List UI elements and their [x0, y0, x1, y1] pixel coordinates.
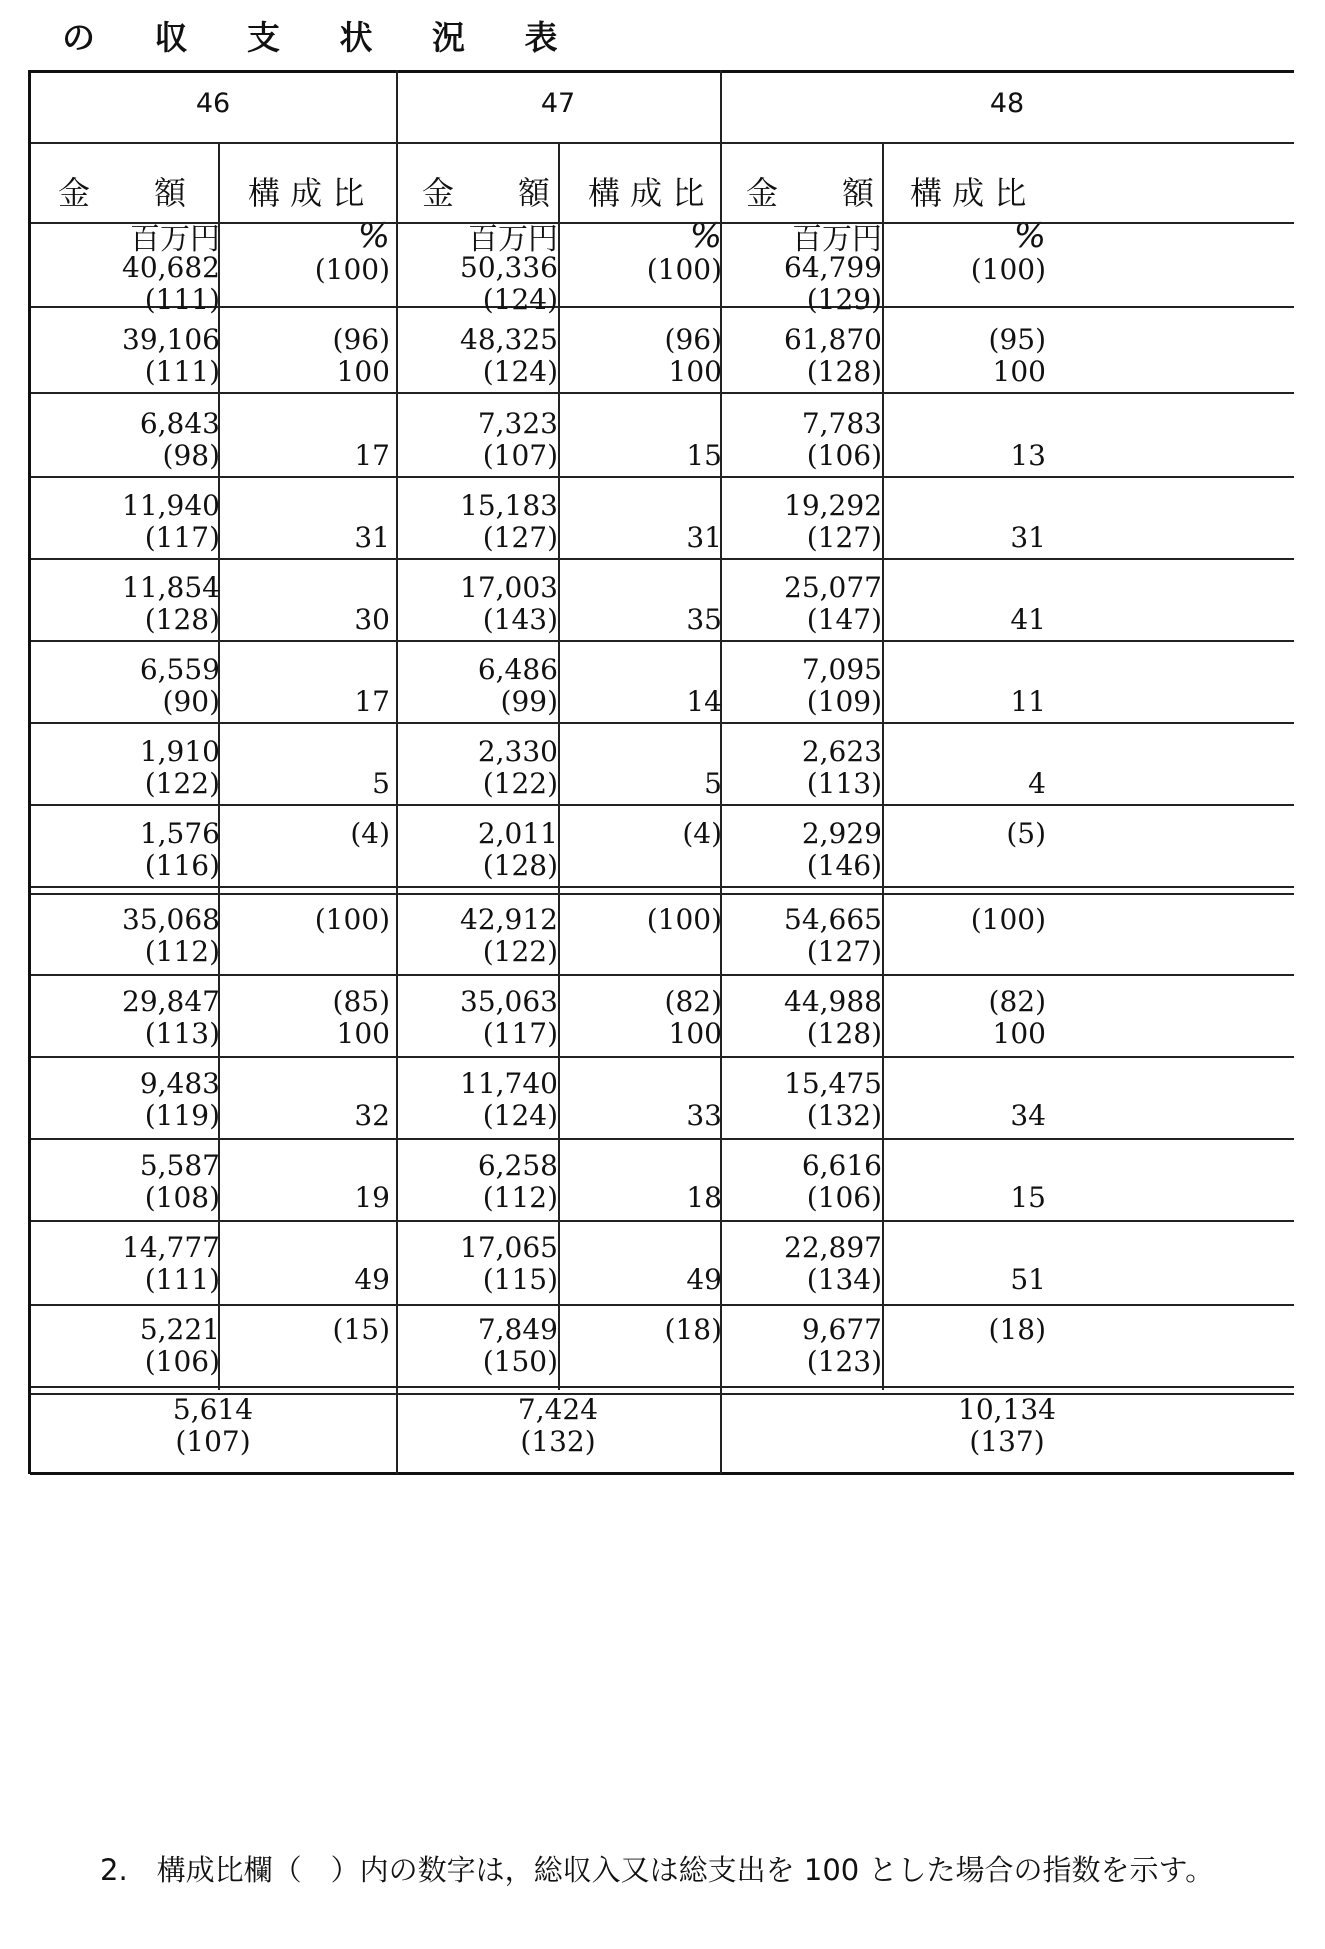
- amount-cell: [662, 1314, 882, 1378]
- amount-value: 6,486: [477, 653, 558, 686]
- ratio-value: 30: [354, 603, 390, 636]
- index-value: (107): [482, 439, 558, 472]
- amount-header-48: 金 額: [746, 174, 875, 212]
- amount-value: 19,292: [784, 489, 882, 522]
- ratio-paren-value: (95): [988, 323, 1046, 356]
- total-index: (132): [520, 1425, 596, 1458]
- index-value: (115): [482, 1263, 558, 1296]
- ratio-cell: [856, 904, 1046, 936]
- amount-cell: [338, 324, 558, 388]
- footnote: 2. 構成比欄（ ）内の数字は，総収入又は総支出を 100 とした場合の指数を示す。: [100, 1853, 1215, 1887]
- index-value: (111): [144, 355, 220, 388]
- amount-cell: [0, 986, 220, 1050]
- ratio-value: 18: [686, 1181, 722, 1214]
- amount-value: 39,106: [122, 323, 220, 356]
- ratio-value: 49: [686, 1263, 722, 1296]
- amount-cell: [338, 1068, 558, 1132]
- amount-cell: [338, 736, 558, 800]
- amount-cell: [662, 1150, 882, 1214]
- amount-cell: [0, 1314, 220, 1378]
- index-value: (98): [162, 439, 220, 472]
- ratio-value: 35: [686, 603, 722, 636]
- index-value: (123): [806, 1345, 882, 1378]
- amount-value: 61,870: [784, 323, 882, 356]
- amount-cell: [0, 324, 220, 388]
- amount-cell: [662, 736, 882, 800]
- amount-cell: [338, 408, 558, 472]
- amount-cell: [338, 572, 558, 636]
- ratio-paren-value: (100): [970, 903, 1046, 936]
- index-value: (90): [162, 685, 220, 718]
- ratio-value: 33: [686, 1099, 722, 1132]
- index-value: (117): [482, 1017, 558, 1050]
- amount-cell: [338, 1150, 558, 1214]
- index-value: (150): [482, 1345, 558, 1378]
- total-46: [30, 1394, 396, 1458]
- index-value: (113): [806, 767, 882, 800]
- amount-cell: [662, 818, 882, 882]
- amount-cell: [662, 572, 882, 636]
- ratio-value: 41: [1010, 603, 1046, 636]
- amount-value: 2,011: [477, 817, 558, 850]
- ratio-value: 5: [704, 767, 722, 800]
- index-value: (106): [806, 439, 882, 472]
- index-value: (108): [144, 1181, 220, 1214]
- ratio-cell: [856, 818, 1046, 850]
- index-value: (113): [144, 1017, 220, 1050]
- amount-value: 64,799: [784, 251, 882, 284]
- amount-cell: [662, 904, 882, 968]
- amount-cell: [662, 1068, 882, 1132]
- ratio-paren-value: (4): [350, 817, 390, 850]
- index-value: (122): [482, 767, 558, 800]
- ratio-value: 17: [354, 439, 390, 472]
- index-value: (134): [806, 1263, 882, 1296]
- ratio-cell: [856, 1150, 1046, 1214]
- ratio-cell: [856, 1314, 1046, 1346]
- unit-ratio-46: %: [357, 216, 390, 256]
- ratio-cell: [856, 736, 1046, 800]
- amount-cell: [0, 736, 220, 800]
- amount-value: 14,777: [122, 1231, 220, 1264]
- amount-value: 17,065: [460, 1231, 558, 1264]
- ratio-value: 17: [354, 685, 390, 718]
- index-value: (124): [482, 1099, 558, 1132]
- ratio-value: 32: [354, 1099, 390, 1132]
- ratio-paren-value: (18): [988, 1313, 1046, 1346]
- index-value: (106): [806, 1181, 882, 1214]
- amount-value: 2,330: [477, 735, 558, 768]
- amount-cell: [0, 654, 220, 718]
- index-value: (128): [806, 1017, 882, 1050]
- ratio-paren-value: (100): [970, 253, 1046, 286]
- amount-value: 6,559: [139, 653, 220, 686]
- amount-value: 6,258: [477, 1149, 558, 1182]
- amount-value: 2,929: [801, 817, 882, 850]
- ratio-cell: [856, 1068, 1046, 1132]
- ratio-value: 4: [1028, 767, 1046, 800]
- row-divider: [30, 70, 1294, 73]
- index-value: (122): [144, 767, 220, 800]
- row-divider: [30, 1472, 1294, 1475]
- index-value: (127): [806, 935, 882, 968]
- amount-cell: [338, 490, 558, 554]
- index-value: (127): [806, 521, 882, 554]
- ratio-header-46: 構 成 比: [248, 174, 365, 212]
- unit-amount-48: 百万円: [792, 222, 882, 257]
- amount-cell: [0, 904, 220, 968]
- amount-cell: [0, 818, 220, 882]
- index-value: (128): [482, 849, 558, 882]
- ratio-value: 100: [668, 1017, 722, 1050]
- ratio-value: 31: [686, 521, 722, 554]
- total-index: (137): [969, 1425, 1045, 1458]
- amount-value: 50,336: [460, 251, 558, 284]
- index-value: (128): [144, 603, 220, 636]
- index-value: (112): [144, 935, 220, 968]
- index-value: (147): [806, 603, 882, 636]
- amount-cell: [662, 490, 882, 554]
- ratio-paren-value: (100): [314, 253, 390, 286]
- ratio-paren-value: (5): [1006, 817, 1046, 850]
- amount-cell: [0, 408, 220, 472]
- unit-ratio-48: %: [1013, 216, 1046, 256]
- ratio-cell: [856, 986, 1046, 1050]
- ratio-paren-value: (96): [332, 323, 390, 356]
- amount-value: 48,325: [460, 323, 558, 356]
- amount-value: 1,910: [139, 735, 220, 768]
- unit-amount-46: 百万円: [130, 222, 220, 257]
- index-value: (111): [144, 1263, 220, 1296]
- amount-value: 29,847: [122, 985, 220, 1018]
- ratio-value: 100: [336, 1017, 390, 1050]
- ratio-paren-value: (82): [664, 985, 722, 1018]
- index-value: (99): [500, 685, 558, 718]
- amount-value: 15,183: [460, 489, 558, 522]
- ratio-value: 19: [354, 1181, 390, 1214]
- amount-cell: [662, 252, 882, 316]
- ratio-value: 100: [992, 1017, 1046, 1050]
- amount-value: 35,063: [460, 985, 558, 1018]
- ratio-paren-value: (100): [646, 903, 722, 936]
- ratio-cell: [856, 408, 1046, 472]
- amount-value: 1,576: [139, 817, 220, 850]
- amount-cell: [338, 818, 558, 882]
- ratio-value: 31: [1010, 521, 1046, 554]
- amount-value: 42,912: [460, 903, 558, 936]
- ratio-cell: [856, 654, 1046, 718]
- amount-cell: [338, 904, 558, 968]
- amount-value: 5,221: [139, 1313, 220, 1346]
- ratio-value: 11: [1010, 685, 1046, 718]
- ratio-cell: [856, 324, 1046, 388]
- total-amount: 5,614: [172, 1393, 254, 1426]
- index-value: (122): [482, 935, 558, 968]
- ratio-value: 100: [992, 355, 1046, 388]
- index-value: (112): [482, 1181, 558, 1214]
- amount-value: 6,843: [139, 407, 220, 440]
- amount-value: 7,323: [477, 407, 558, 440]
- unit-ratio-47: %: [689, 216, 722, 256]
- index-value: (146): [806, 849, 882, 882]
- year-header-47: 47: [540, 88, 576, 119]
- year-header-46: 46: [195, 88, 231, 119]
- amount-header-46: 金 額: [58, 174, 187, 212]
- unit-amount-47: 百万円: [468, 222, 558, 257]
- ratio-value: 5: [372, 767, 390, 800]
- ratio-paren-value: (96): [664, 323, 722, 356]
- amount-cell: [338, 252, 558, 316]
- index-value: (143): [482, 603, 558, 636]
- index-value: (117): [144, 521, 220, 554]
- amount-value: 2,623: [801, 735, 882, 768]
- amount-value: 44,988: [784, 985, 882, 1018]
- ratio-cell: [856, 1232, 1046, 1296]
- total-47: [396, 1394, 720, 1458]
- index-value: (128): [806, 355, 882, 388]
- page-title: の 収 支 状 況 表: [62, 18, 582, 57]
- index-value: (106): [144, 1345, 220, 1378]
- ratio-paren-value: (85): [332, 985, 390, 1018]
- amount-cell: [662, 408, 882, 472]
- index-value: (127): [482, 521, 558, 554]
- total-48: [720, 1394, 1294, 1458]
- ratio-paren-value: (100): [314, 903, 390, 936]
- ratio-paren-value: (4): [682, 817, 722, 850]
- amount-cell: [0, 1068, 220, 1132]
- amount-cell: [0, 490, 220, 554]
- ratio-value: 100: [668, 355, 722, 388]
- amount-value: 9,483: [139, 1067, 220, 1100]
- amount-value: 15,475: [784, 1067, 882, 1100]
- amount-cell: [338, 1314, 558, 1378]
- amount-cell: [0, 572, 220, 636]
- ratio-paren-value: (100): [646, 253, 722, 286]
- amount-value: 6,616: [801, 1149, 882, 1182]
- total-amount: 10,134: [958, 1393, 1056, 1426]
- amount-value: 7,783: [801, 407, 882, 440]
- amount-value: 17,003: [460, 571, 558, 604]
- ratio-cell: [856, 254, 1046, 286]
- ratio-value: 13: [1010, 439, 1046, 472]
- amount-value: 35,068: [122, 903, 220, 936]
- ratio-value: 51: [1010, 1263, 1046, 1296]
- ratio-header-47: 構 成 比: [588, 174, 705, 212]
- ratio-value: 100: [336, 355, 390, 388]
- amount-cell: [662, 986, 882, 1050]
- ratio-header-48: 構 成 比: [910, 174, 1027, 212]
- amount-cell: [0, 1150, 220, 1214]
- amount-header-47: 金 額: [422, 174, 551, 212]
- amount-cell: [662, 1232, 882, 1296]
- ratio-value: 15: [686, 439, 722, 472]
- amount-value: 9,677: [801, 1313, 882, 1346]
- ratio-paren-value: (15): [332, 1313, 390, 1346]
- index-value: (111): [144, 283, 220, 316]
- ratio-value: 14: [686, 685, 722, 718]
- ratio-value: 34: [1010, 1099, 1046, 1132]
- index-value: (116): [144, 849, 220, 882]
- index-value: (129): [806, 283, 882, 316]
- amount-value: 40,682: [122, 251, 220, 284]
- index-value: (124): [482, 283, 558, 316]
- index-value: (132): [806, 1099, 882, 1132]
- balance-table: [30, 72, 1294, 1826]
- ratio-value: 31: [354, 521, 390, 554]
- amount-cell: [338, 1232, 558, 1296]
- year-header-48: 48: [989, 88, 1025, 119]
- total-amount: 7,424: [517, 1393, 599, 1426]
- amount-value: 54,665: [784, 903, 882, 936]
- ratio-paren-value: (18): [664, 1313, 722, 1346]
- amount-value: 11,940: [122, 489, 220, 522]
- index-value: (109): [806, 685, 882, 718]
- ratio-cell: [856, 572, 1046, 636]
- amount-value: 22,897: [784, 1231, 882, 1264]
- index-value: (119): [144, 1099, 220, 1132]
- ratio-paren-value: (82): [988, 985, 1046, 1018]
- amount-value: 5,587: [139, 1149, 220, 1182]
- index-value: (124): [482, 355, 558, 388]
- amount-value: 25,077: [784, 571, 882, 604]
- amount-value: 11,854: [122, 571, 220, 604]
- amount-cell: [338, 654, 558, 718]
- amount-cell: [662, 324, 882, 388]
- amount-cell: [0, 1232, 220, 1296]
- ratio-value: 49: [354, 1263, 390, 1296]
- amount-value: 7,849: [477, 1313, 558, 1346]
- amount-cell: [0, 252, 220, 316]
- amount-cell: [338, 986, 558, 1050]
- total-index: (107): [175, 1425, 251, 1458]
- amount-cell: [662, 654, 882, 718]
- amount-value: 7,095: [801, 653, 882, 686]
- ratio-value: 15: [1010, 1181, 1046, 1214]
- ratio-cell: [856, 490, 1046, 554]
- amount-value: 11,740: [460, 1067, 558, 1100]
